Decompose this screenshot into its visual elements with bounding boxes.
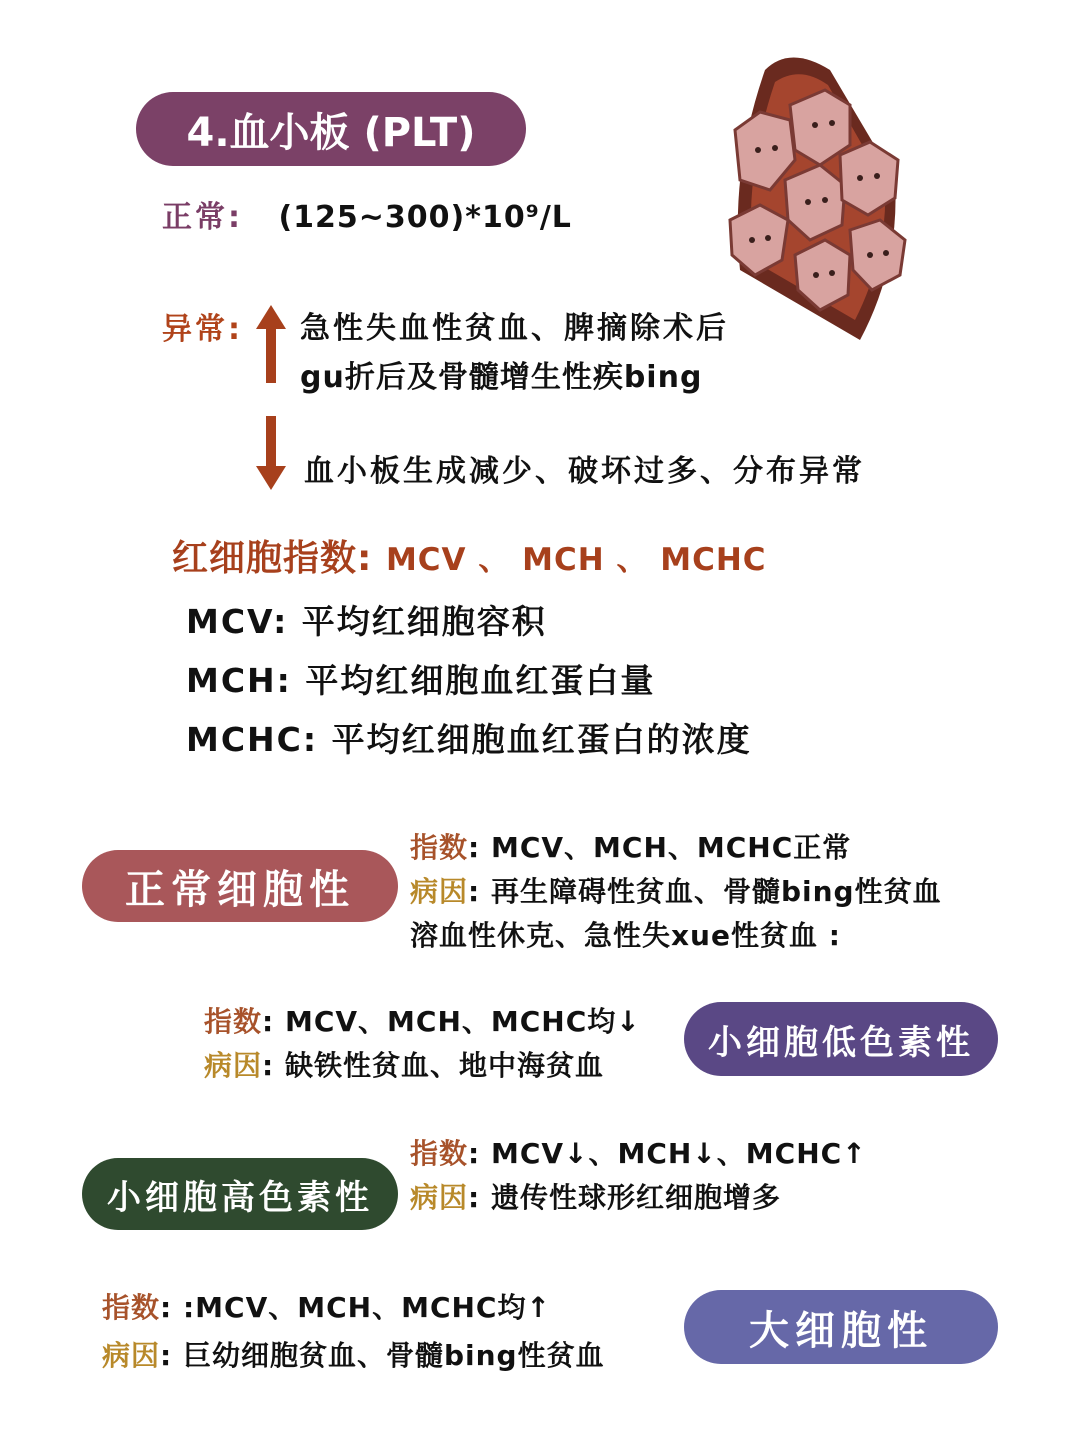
microcytic-hypo-pill (684, 1002, 998, 1076)
microcytic-hyper-pill (82, 1158, 398, 1230)
microcytic-hypo-title: 小细胞低色素性 (708, 1022, 974, 1063)
microcytic-hyper-cause-value: : 遗传性球形红细胞增多 (468, 1181, 781, 1214)
plt-title: 4.血小板 (PLT) (186, 109, 476, 156)
microcytic-hyper-index (410, 1132, 867, 1172)
macrocytic-index-value: : :MCV、MCH、MCHC均↑ (160, 1291, 551, 1324)
normocytic-index (410, 826, 851, 866)
macrocytic-cause (102, 1334, 605, 1374)
abnormal-up-line2: gu折后及骨髓增生性疾bing (300, 360, 703, 395)
microcytic-hypo-index-value: : MCV、MCH、MCHC均↓ (262, 1005, 641, 1038)
abnormal-up-line1: 急性失血性贫血、脾摘除术后 (300, 311, 729, 346)
normocytic-cause-value: : 再生障碍性贫血、骨髓bing性贫血 (468, 875, 942, 908)
normocytic-cause-line2: 溶血性休克、急性失xue性贫血 : (410, 919, 841, 952)
abnormal-down-line: 血小板生成减少、破坏过多、分布异常 (304, 454, 865, 489)
macrocytic-cause-value: : 巨幼细胞贫血、骨髓bing性贫血 (160, 1339, 605, 1372)
sweet-potato-cats-illustration (720, 50, 940, 350)
microcytic-hyper-cause-label: 病因 (410, 1181, 469, 1214)
normocytic-cause-label: 病因 (410, 875, 469, 908)
normocytic-cause (410, 870, 942, 910)
microcytic-hypo-cause-value: : 缺铁性贫血、地中海贫血 (262, 1049, 604, 1082)
macrocytic-index-label: 指数 (102, 1291, 161, 1324)
mch-definition: MCH: 平均红细胞血红蛋白量 (186, 661, 656, 700)
macrocytic-cause-label: 病因 (102, 1339, 161, 1372)
microcytic-hypo-cause (204, 1044, 604, 1084)
plt-title-pill (136, 92, 526, 166)
rbc-index-heading-label: 红细胞指数: (172, 538, 373, 579)
microcytic-hyper-index-value: : MCV↓、MCH↓、MCHC↑ (468, 1137, 867, 1170)
arrow-down-icon (256, 416, 286, 490)
microcytic-hyper-cause (410, 1176, 781, 1216)
microcytic-hypo-cause-label: 病因 (204, 1049, 263, 1082)
rbc-index-heading (172, 530, 767, 581)
microcytic-hypo-index (204, 1000, 641, 1040)
mchc-definition: MCHC: 平均红细胞血红蛋白的浓度 (186, 720, 752, 759)
abnormal-label: 异常: (162, 312, 243, 347)
mcv-definition: MCV: 平均红细胞容积 (186, 602, 547, 641)
microcytic-hyper-index-label: 指数 (410, 1137, 469, 1170)
rbc-index-heading-items: MCV 、 MCH 、 MCHC (385, 542, 767, 578)
plt-normal-row (162, 192, 572, 236)
normal-label: 正常: (162, 200, 243, 235)
arrow-up-icon (256, 305, 286, 383)
microcytic-hyper-title: 小细胞高色素性 (107, 1177, 373, 1218)
macrocytic-pill (684, 1290, 998, 1364)
normal-value: (125~300)*10⁹/L (278, 200, 572, 235)
macrocytic-index (102, 1286, 551, 1326)
microcytic-hypo-index-label: 指数 (204, 1005, 263, 1038)
normocytic-title: 正常细胞性 (125, 866, 355, 913)
normocytic-index-label: 指数 (410, 831, 469, 864)
normocytic-pill (82, 850, 398, 922)
macrocytic-title: 大细胞性 (749, 1307, 933, 1354)
normocytic-index-value: : MCV、MCH、MCHC正常 (468, 831, 852, 864)
